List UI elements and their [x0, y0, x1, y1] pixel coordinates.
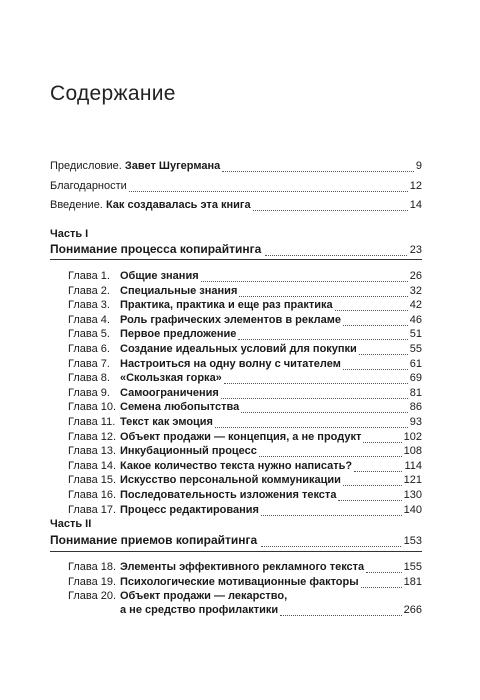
leader-dots	[215, 418, 408, 428]
page-number: 69	[409, 372, 422, 385]
chapter-title: Искусство персональной коммуникации	[120, 474, 341, 487]
toc-entry-title: Завет Шугермана	[124, 160, 221, 172]
leader-dots	[129, 182, 408, 192]
chapter-entry[interactable]	[68, 401, 422, 417]
leader-dots	[253, 201, 408, 211]
chapter-entry[interactable]	[68, 474, 422, 490]
page-number: 23	[409, 244, 422, 256]
page-number: 26	[409, 270, 422, 282]
leader-dots	[261, 537, 400, 547]
page-number: 55	[409, 343, 422, 355]
chapter-title: Какое количество текста нужно написать?	[120, 459, 353, 472]
page-number: 181	[403, 575, 422, 588]
chapter-entry[interactable]	[68, 358, 422, 374]
leader-dots	[363, 433, 401, 443]
part-underline	[50, 551, 422, 552]
chapter-number: Глава 5.	[68, 328, 110, 341]
leader-dots	[366, 563, 401, 573]
chapter-title-line2: а не средство профилактики	[120, 604, 279, 617]
chapter-number: Глава 16.	[68, 489, 117, 501]
part-label: Часть I	[50, 228, 89, 240]
page-number: 42	[409, 299, 422, 312]
chapter-entry[interactable]	[68, 285, 422, 301]
chapter-title: «Скользкая горка»	[120, 372, 222, 385]
part-title: Понимание процесса копирайтинга	[50, 242, 262, 256]
chapter-entry[interactable]	[68, 460, 422, 476]
part-title: Понимание приемов копирайтинга	[50, 533, 258, 547]
page-number: 102	[403, 430, 422, 443]
leader-dots	[241, 403, 407, 413]
leader-dots	[359, 345, 408, 355]
part-label: Часть II	[50, 518, 92, 530]
chapter-title: Практика, практика и еще раз практика	[120, 299, 333, 312]
chapter-title: Специальные знания	[120, 284, 238, 297]
chapter-number: Глава 1.	[68, 270, 110, 282]
leader-dots	[222, 162, 414, 172]
page-number: 51	[409, 328, 422, 341]
chapter-number: Глава 2.	[68, 284, 110, 297]
leader-dots	[343, 360, 408, 370]
chapter-entry[interactable]	[68, 561, 422, 577]
chapter-number: Глава 14.	[68, 459, 117, 472]
chapter-entry[interactable]	[68, 314, 422, 330]
chapter-number: Глава 11.	[68, 416, 116, 428]
leader-dots	[201, 272, 408, 282]
chapter-number: Глава 12.	[68, 430, 117, 443]
chapter-title: Объект продажи — лекарство,	[120, 590, 288, 603]
leader-dots	[261, 506, 402, 516]
page-number: 155	[403, 561, 422, 573]
chapter-entry[interactable]	[68, 445, 422, 461]
chapter-title: Объект продажи — концепция, а не продукт	[120, 430, 362, 443]
chapter-title: Текст как эмоция	[120, 416, 213, 428]
chapter-number: Глава 15.	[68, 474, 117, 487]
chapter-title: Психологические мотивационные факторы	[120, 575, 359, 588]
chapter-title: Процесс редактирования	[120, 503, 259, 516]
chapter-title: Инкубационный процесс	[120, 445, 257, 458]
page-number: 130	[403, 489, 422, 501]
chapter-entry[interactable]	[68, 372, 422, 388]
chapter-entry[interactable]	[68, 387, 422, 403]
page-number: 61	[409, 357, 422, 370]
chapter-entry[interactable]	[68, 343, 422, 359]
page-number: 114	[404, 459, 422, 472]
chapter-number: Глава 17.	[68, 503, 117, 516]
leader-dots	[280, 606, 401, 616]
toc-entry-label: Введение.	[50, 199, 103, 211]
chapter-entry[interactable]	[68, 504, 422, 520]
part-title-entry[interactable]	[50, 242, 422, 260]
chapter-title: Самоограничения	[120, 386, 219, 399]
chapter-title: Роль графических элементов в рекламе	[120, 313, 341, 326]
chapter-number: Глава 3.	[68, 299, 110, 312]
leader-dots	[259, 447, 402, 457]
page-number: 12	[409, 180, 422, 192]
chapter-entry[interactable]	[68, 431, 422, 447]
toc-entry-label: Благодарности	[50, 180, 127, 192]
chapter-entry[interactable]	[68, 416, 422, 432]
leader-dots	[335, 301, 408, 311]
leader-dots	[343, 476, 402, 486]
page-number: 140	[403, 503, 422, 516]
chapter-entry[interactable]	[68, 489, 422, 505]
chapter-entry[interactable]	[68, 299, 422, 315]
chapter-title: Создание идеальных условий для покупки	[120, 343, 357, 355]
toc-entry-foreword[interactable]	[50, 160, 422, 176]
page-number: 81	[409, 386, 422, 399]
chapter-title: Последовательность изложения текста	[120, 489, 337, 501]
page-number: 121	[403, 474, 422, 487]
chapter-title: Элементы эффективного рекламного текста	[120, 561, 365, 573]
page-number: 93	[409, 416, 422, 428]
page-title: Содержание	[50, 82, 176, 105]
leader-dots	[221, 389, 408, 399]
chapter-title: Настроиться на одну волну с читателем	[120, 357, 341, 370]
part-title-entry[interactable]	[50, 533, 422, 551]
toc-entry-introduction[interactable]	[50, 199, 422, 215]
leader-dots	[265, 246, 406, 256]
leader-dots	[224, 374, 408, 384]
chapter-number: Глава 4.	[68, 313, 110, 326]
chapter-number: Глава 20.	[68, 590, 117, 603]
leader-dots	[238, 330, 407, 340]
chapter-number: Глава 8.	[68, 372, 110, 385]
page-number: 9	[415, 160, 422, 172]
chapter-title: Общие знания	[120, 270, 199, 282]
chapter-number: Глава 19.	[68, 575, 117, 588]
leader-dots	[354, 462, 402, 472]
toc-entry-acknowledgements[interactable]	[50, 180, 422, 196]
page-number: 14	[409, 199, 422, 211]
chapter-number: Глава 13.	[68, 445, 117, 458]
chapter-number: Глава 10.	[68, 401, 117, 414]
chapter-number: Глава 6.	[68, 343, 110, 355]
leader-dots	[361, 578, 402, 588]
leader-dots	[343, 316, 408, 326]
toc-entry-title: Как создавалась эта книга	[105, 199, 251, 211]
chapter-entry[interactable]	[68, 328, 422, 344]
page-number: 46	[409, 313, 422, 326]
page-number: 32	[409, 284, 422, 297]
leader-dots	[338, 491, 401, 501]
chapter-number: Глава 7.	[68, 357, 110, 370]
page-number: 86	[409, 401, 422, 414]
chapter-number: Глава 9.	[68, 386, 110, 399]
chapter-entry[interactable]	[68, 270, 422, 286]
part-underline	[50, 259, 422, 260]
chapter-title: Семена любопытства	[120, 401, 240, 414]
leader-dots	[239, 287, 407, 297]
chapter-number: Глава 18.	[68, 561, 117, 573]
page-number: 266	[403, 604, 422, 617]
page-number: 153	[403, 535, 422, 547]
page-number: 108	[403, 445, 422, 458]
toc-entry-label: Предисловие.	[50, 160, 122, 172]
chapter-entry-continued	[120, 604, 422, 620]
chapter-entry[interactable]	[68, 576, 422, 592]
chapter-title: Первое предложение	[120, 328, 237, 341]
